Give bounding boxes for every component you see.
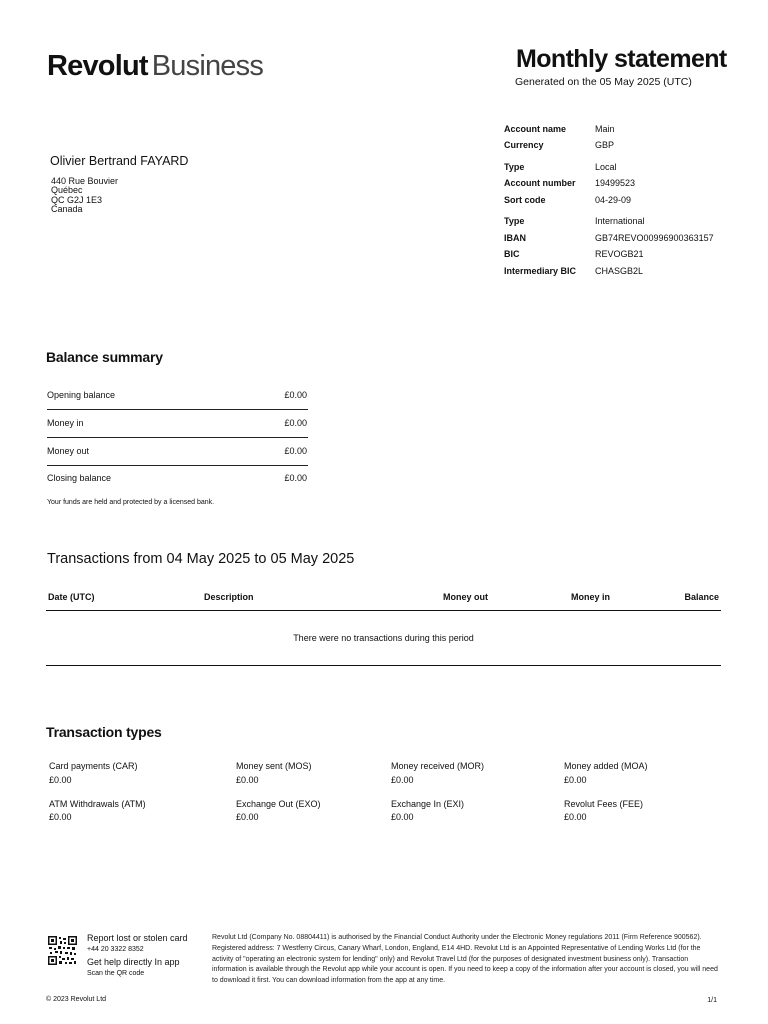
detail-value: Local — [595, 162, 617, 172]
logo-brand: Revolut — [47, 50, 148, 82]
transaction-type-label: Money sent (MOS) — [236, 761, 312, 771]
transaction-type-amount: £0.00 — [391, 812, 414, 822]
detail-key: Intermediary BIC — [504, 266, 577, 276]
transaction-type-label: Revolut Fees (FEE) — [564, 799, 644, 809]
balance-amount: £0.00 — [284, 390, 307, 400]
transaction-type-amount: £0.00 — [49, 812, 72, 822]
address-line: 440 Rue Bouvier — [51, 176, 119, 186]
detail-key: Account number — [504, 178, 576, 188]
funds-protection-note: Your funds are held and protected by a licensed bank. — [47, 499, 215, 506]
column-header-date: Date (UTC) — [48, 592, 95, 602]
legal-disclaimer: Revolut Ltd (Company No. 08804411) is authorised by the Financial Conduct Authority under the Electronic Money regulations 2011 (Firm Reference 900562). Registered address: 7 Westferry Circus, Canary Wharf, London, England, E14 4HD. Revolut Ltd is an Appointed Representative of Lending Works Ltd (for the activity of "operating an electronic system for lending" only) and Revolut Travel Ltd (for the purposes of designated investment business only). Transaction information is available through the Revolut app while your account is open. If you need to keep a copy of the information after your account is closed, you will need to download it first. You can download information from the app at any time. — [212, 934, 718, 985]
balance-amount: £0.00 — [284, 418, 307, 428]
detail-value: International — [595, 216, 645, 226]
holder-address — [51, 177, 118, 214]
detail-key: BIC — [504, 249, 520, 259]
transactions-table-header — [46, 591, 721, 611]
balance-amount: £0.00 — [284, 446, 307, 456]
balance-label: Opening balance — [47, 390, 116, 400]
transaction-type-label: Card payments (CAR) — [49, 761, 138, 771]
transaction-types-heading: Transaction types — [46, 724, 162, 740]
column-header-money-out: Money out — [443, 592, 488, 602]
transaction-type-amount: £0.00 — [236, 812, 259, 822]
generated-date: Generated on the 05 May 2025 (UTC) — [515, 76, 692, 88]
detail-value: 04-29-09 — [595, 195, 632, 205]
column-header-money-in: Money in — [571, 592, 611, 602]
transaction-type-amount: £0.00 — [49, 775, 72, 785]
transaction-type-amount: £0.00 — [391, 775, 414, 785]
no-transactions-message: There were no transactions during this period — [293, 633, 474, 643]
address-line: QC G2J 1E3 — [51, 194, 103, 205]
transaction-type-label: Exchange Out (EXO) — [236, 799, 321, 809]
balance-label: Closing balance — [47, 473, 112, 483]
transaction-type-amount: £0.00 — [564, 812, 587, 822]
detail-value: GB74REVO00996900363157 — [595, 233, 714, 243]
balance-label: Money out — [47, 446, 90, 456]
balance-row — [47, 438, 308, 466]
balance-row — [47, 382, 308, 410]
scan-qr-text: Scan the QR code — [87, 970, 145, 977]
detail-key: Sort code — [504, 195, 546, 205]
detail-key: Type — [504, 162, 525, 172]
detail-value: CHASGB2L — [595, 266, 644, 276]
in-app-help-text: Get help directly In app — [87, 957, 180, 967]
detail-value: 19499523 — [595, 178, 636, 188]
transaction-type-label: ATM Withdrawals (ATM) — [49, 799, 146, 809]
account-holder-name: Olivier Bertrand FAYARD — [50, 154, 189, 168]
address-line: Canada — [51, 203, 83, 214]
detail-key: IBAN — [504, 233, 526, 243]
detail-value: Main — [595, 124, 615, 134]
address-line: Québec — [51, 185, 83, 196]
report-lost-card-link: Report lost or stolen card — [87, 933, 188, 943]
support-phone: +44 20 3322 8352 — [87, 946, 144, 953]
logo-product: Business — [151, 50, 264, 82]
qr-code — [48, 936, 77, 965]
transaction-type-amount: £0.00 — [236, 775, 259, 785]
column-header-balance: Balance — [684, 592, 719, 602]
page-number: 1/1 — [707, 997, 717, 1004]
transaction-type-amount: £0.00 — [564, 775, 587, 785]
transaction-type-label: Exchange In (EXI) — [391, 799, 465, 809]
balance-summary-heading: Balance summary — [46, 349, 163, 365]
balance-amount: £0.00 — [284, 473, 307, 483]
table-divider — [46, 665, 721, 666]
copyright: © 2023 Revolut Ltd — [46, 996, 107, 1003]
detail-key: Type — [504, 216, 525, 226]
detail-value: REVOGB21 — [595, 249, 644, 259]
statement-title: Monthly statement — [516, 45, 727, 73]
detail-key: Account name — [504, 124, 567, 134]
detail-value: GBP — [595, 140, 615, 150]
column-header-description: Description — [204, 592, 254, 602]
balance-row — [47, 410, 308, 438]
transaction-type-label: Money added (MOA) — [564, 761, 648, 771]
balance-row — [47, 465, 308, 492]
balance-label: Money in — [47, 418, 84, 428]
revolut-business-logo — [47, 48, 263, 84]
transactions-heading: Transactions from 04 May 2025 to 05 May 2025 — [47, 551, 355, 567]
detail-key: Currency — [504, 140, 544, 150]
transaction-type-label: Money received (MOR) — [391, 761, 485, 771]
